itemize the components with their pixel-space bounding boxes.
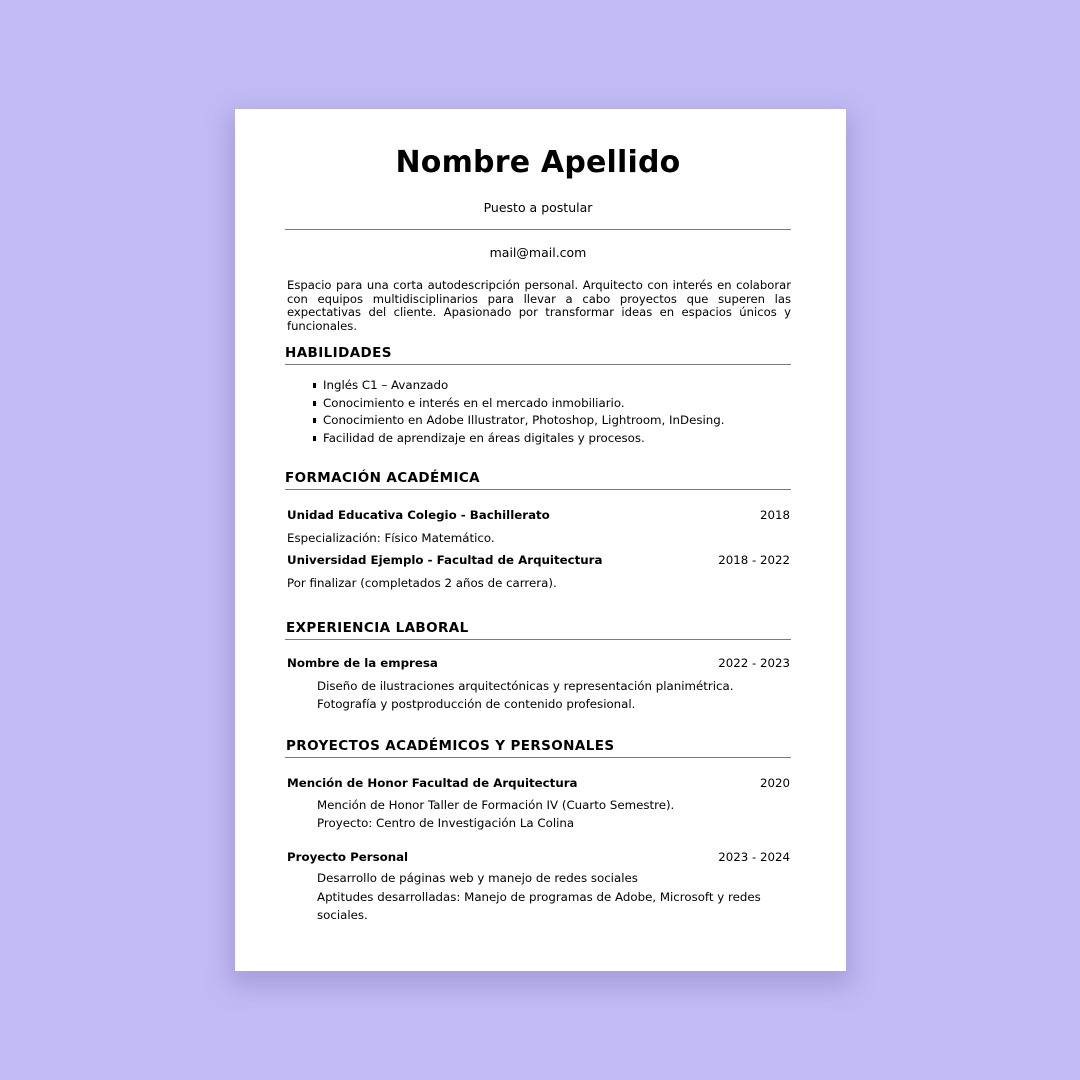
project-detail: Aptitudes desarrolladas: Manejo de programas de Adobe, Microsoft y redes sociales. xyxy=(317,889,761,922)
section-divider xyxy=(285,757,791,758)
project-detail: Desarrollo de páginas web y manejo de redes sociales xyxy=(317,871,638,885)
experience-entry-header xyxy=(285,652,791,675)
section-title-skills: HABILIDADES xyxy=(285,345,392,361)
education-section xyxy=(285,468,791,594)
skill-item xyxy=(285,377,791,395)
section-title-education: FORMACIÓN ACADÉMICA xyxy=(285,470,481,486)
entry-detail: Especialización: Físico Matemático. xyxy=(287,530,495,545)
section-divider xyxy=(285,364,791,365)
entry-date: 2022 - 2023 xyxy=(718,656,790,670)
projects-section xyxy=(285,736,791,922)
skill-item xyxy=(285,412,791,430)
entry-date: 2018 - 2022 xyxy=(718,553,790,567)
education-entries xyxy=(285,504,791,594)
project-name: Proyecto Personal xyxy=(287,849,409,864)
experience-detail: Fotografía y postproducción de contenido profesional. xyxy=(317,697,636,711)
education-entry-detail xyxy=(285,527,791,550)
entry-date: 2020 xyxy=(759,776,790,790)
institution-name: Universidad Ejemplo - Facultad de Arquitectura xyxy=(287,553,603,567)
job-position: Puesto a postular xyxy=(483,200,593,215)
skill-text: Conocimiento e interés en el mercado inmobiliario. xyxy=(323,395,625,410)
entry-date: 2018 xyxy=(759,508,790,522)
company-name: Nombre de la empresa xyxy=(287,656,438,670)
experience-entries xyxy=(285,652,791,714)
bullet-icon xyxy=(313,383,316,388)
education-entry-header xyxy=(285,504,791,527)
skill-text: Facilidad de aprendizaje en áreas digitales y procesos. xyxy=(323,430,645,445)
skill-text: Conocimiento en Adobe Illustrator, Photoshop, Lightroom, InDesing. xyxy=(323,413,725,427)
candidate-name: Nombre Apellido xyxy=(395,145,681,180)
skill-text: Inglés C1 – Avanzado xyxy=(323,378,449,392)
section-divider xyxy=(285,489,791,490)
experience-section xyxy=(285,618,791,714)
bullet-icon xyxy=(313,418,316,423)
project-details xyxy=(285,869,791,922)
project-details xyxy=(285,796,791,833)
experience-detail: Diseño de ilustraciones arquitectónicas y representación planimétrica. xyxy=(317,678,734,693)
header-divider xyxy=(285,229,791,230)
resume-page xyxy=(235,109,846,971)
skills-section xyxy=(285,343,791,447)
entry-date: 2023 - 2024 xyxy=(718,849,790,864)
project-entries xyxy=(285,772,791,922)
email-address: mail@mail.com xyxy=(489,245,587,260)
project-detail: Proyecto: Centro de Investigación La Colina xyxy=(317,816,575,830)
section-title-projects: PROYECTOS ACADÉMICOS Y PERSONALES xyxy=(286,738,615,754)
section-divider xyxy=(285,639,791,640)
project-name: Mención de Honor Facultad de Arquitectura xyxy=(287,776,578,790)
skill-item xyxy=(285,430,791,448)
education-entry-detail xyxy=(285,572,791,595)
project-detail: Mención de Honor Taller de Formación IV (Cuarto Semestre). xyxy=(317,797,675,812)
personal-summary: Espacio para una corta autodescripción personal. Arquitecto con interés en colaborar con equipos multidisciplinarios para llevar a cabo proyectos que superen las expectativas del cliente. Apasionado por transformar ideas en espacios únicos y funcionales. xyxy=(287,278,791,333)
project-entry-header xyxy=(285,846,791,869)
project-entry-header xyxy=(285,772,791,795)
experience-details xyxy=(285,677,791,714)
skills-list xyxy=(285,377,791,447)
entry-detail: Por finalizar (completados 2 años de carrera). xyxy=(287,575,557,590)
education-entry-header xyxy=(285,549,791,572)
section-title-experience: EXPERIENCIA LABORAL xyxy=(286,620,469,636)
institution-name: Unidad Educativa Colegio - Bachillerato xyxy=(287,508,550,522)
skill-item xyxy=(285,395,791,413)
bullet-icon xyxy=(313,436,316,441)
bullet-icon xyxy=(313,401,316,406)
